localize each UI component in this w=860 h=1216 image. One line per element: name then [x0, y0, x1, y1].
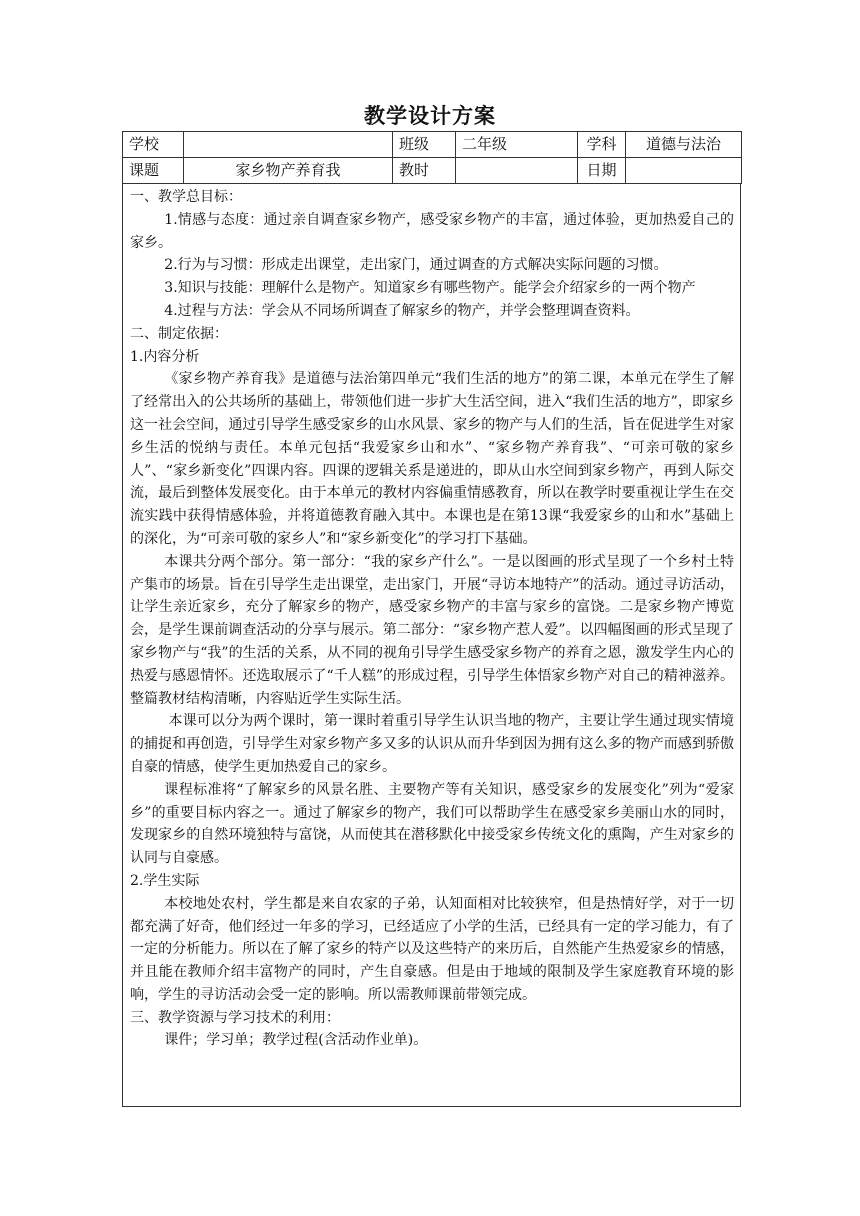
header-table [122, 131, 742, 184]
goal-item: 4.过程与方法：学会从不同场所调查了解家乡的物产，并学会整理调查资料。 [164, 302, 640, 319]
goal-item: 1.情感与态度：通过亲自调查家乡物产，感受家乡物产的丰富，通过体验，更加热爱自己的家乡。 [130, 211, 734, 251]
class-value: 二年级 [456, 132, 578, 158]
school-label: 学校 [123, 132, 184, 158]
goal-item: 2.行为与习惯：形成走出课堂，走出家门，通过调查的方式解决实际问题的习惯。 [164, 257, 668, 274]
section-heading-resources: 三、教学资源与学习技术的利用： [130, 1009, 340, 1026]
subheading-student-situation: 2.学生实际 [130, 872, 200, 889]
resources-text: 课件；学习单；教学过程(含活动作业单)。 [164, 1032, 428, 1049]
header-row-2 [123, 158, 742, 184]
subject-value: 道德与法治 [626, 132, 742, 158]
topic-label: 课题 [123, 158, 184, 184]
section-heading-goals: 一、教学总目标： [130, 189, 242, 205]
content-paragraph: 本课可以分为两个课时，第一课时着重引导学生认识当地的物产，主要让学生通过现实情境的捕捉和再创造，引导学生对家乡物产多又多的认识从而升华到因为拥有这么多的物产而感到骄傲自豪的情感，使学生更加热爱自己的家乡。 [130, 713, 734, 775]
page-title: 教学设计方案 [364, 104, 496, 128]
date-value [626, 158, 742, 184]
subject-label: 学科 [578, 132, 626, 158]
period-label: 教时 [393, 158, 456, 184]
school-value [184, 132, 393, 158]
period-value [456, 158, 578, 184]
goal-item: 3.知识与技能：理解什么是物产。知道家乡有哪些物产。能学会介绍家乡的一两个物产 [164, 280, 696, 297]
class-label: 班级 [393, 132, 456, 158]
subheading-content-analysis: 1.内容分析 [130, 348, 200, 365]
content-paragraph: 《家乡物产养育我》是道德与法治第四单元“我们生活的地方”的第二课，本单元在学生了解了经常出入的公共场所的基础上，带领他们进一步扩大生活空间，进入“我们生活的地方”，即家乡这一社会空间，通过引导学生感受家乡的山水风景、家乡的物产与人们的生活，旨在促进学生对家乡生活的悦纳与责任。本单元包括“我爱家乡山和水”、“家乡物产养育我”、“可亲可敬的家乡人”、“家乡新变化”四课内容。四课的逻辑关系是递进的，即从山水空间到家乡物产，再到人际交流，最后到整体发展变化。由于本单元的教材内容偏重情感教育，所以在教学时要重视让学生在交流实践中获得情感体验，并将道德教育融入其中。本课也是在第13课“我爱家乡的山和水”基础上的深化，为“可亲可敬的家乡人”和“家乡新变化”的学习打下基础。 [130, 371, 734, 547]
student-paragraph: 本校地处农村，学生都是来自农家的子弟，认知面相对比较狭窄，但是热情好学，对于一切都充满了好奇，他们经过一年多的学习，已经适应了小学的生活，已经具有一定的学习能力，有了一定的分析能力。所以在了解了家乡的特产以及这些特产的来历后，自然能产生热爱家乡的情感，并且能在教师介绍丰富物产的同时，产生自豪感。但是由于地域的限制及学生家庭教育环境的影响，学生的寻访活动会受一定的影响。所以需教师课前带领完成。 [130, 895, 734, 1003]
header-row-1 [123, 132, 742, 158]
content-box [122, 183, 741, 1107]
topic-value: 家乡物产养育我 [184, 158, 393, 184]
content-paragraph: 本课共分两个部分。第一部分：“我的家乡产什么”。一是以图画的形式呈现了一个乡村土特产集市的场景。旨在引导学生走出课堂，走出家门，开展“寻访本地特产”的活动。通过寻访活动，让学生亲近家乡，充分了解家乡的物产，感受家乡物产的丰富与家乡的富饶。二是家乡物产博览会，是学生课前调查活动的分享与展示。第二部分：“家乡物产惹人爱”。以四幅图画的形式呈现了家乡物产与“我”的生活的关系，从不同的视角引导学生感受家乡物产的养育之恩，激发学生内心的热爱与感恩情怀。还选取展示了“千人糕”的形成过程，引导学生体悟家乡物产对自己的精神滋养。整篇教材结构清晰，内容贴近学生实际生活。 [130, 553, 734, 707]
date-label: 日期 [578, 158, 626, 184]
content-paragraph: 课程标准将“了解家乡的风景名胜、主要物产等有关知识，感受家乡的发展变化”列为“爱家乡”的重要目标内容之一。通过了解家乡的物产，我们可以帮助学生在感受家乡美丽山水的同时，发现家乡的自然环境独特与富饶，从而使其在潜移默化中接受家乡传统文化的熏陶，产生对家乡的认同与自豪感。 [130, 781, 734, 867]
section-heading-basis: 二、制定依据： [130, 325, 228, 342]
